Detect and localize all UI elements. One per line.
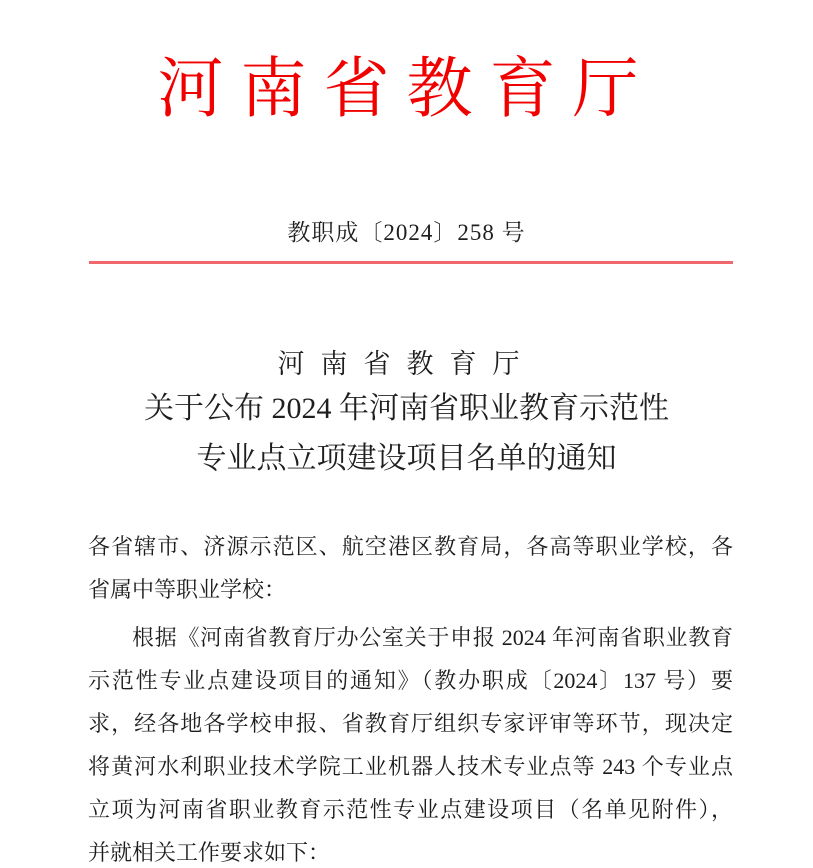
notice-title-agency-line: 河南省教育厅 <box>277 349 536 379</box>
notice-title-subject-line2: 专业点立项建设项目名单的通知 <box>196 442 617 475</box>
letterhead-divider-rule <box>89 261 733 264</box>
body-line-paragraph-5: 立项为河南省职业教育示范性专业点建设项目（名单见附件）， <box>88 797 733 822</box>
notice-title-subject-line1: 关于公布 2024 年河南省职业教育示范性 <box>144 392 669 425</box>
letterhead <box>0 0 813 264</box>
letterhead-agency-name: 河南省教育厅 <box>157 53 656 126</box>
body-line-recipients-2: 省属中等职业学校： <box>88 577 287 602</box>
body-line-paragraph-6: 并就相关工作要求如下： <box>88 840 331 865</box>
body-line-recipients-1: 各省辖市、济源示范区、航空港区教育局，各高等职业学校，各 <box>88 534 733 559</box>
body-line-paragraph-3: 求，经各地各学校申报、省教育厅组织专家评审等环节，现决定 <box>88 711 733 736</box>
notice-title <box>0 344 813 484</box>
document-number: 教职成〔2024〕258 号 <box>287 220 526 245</box>
body-line-paragraph-4: 将黄河水利职业技术学院工业机器人技术专业点等 243 个专业点 <box>88 754 733 779</box>
body-line-paragraph-1: 根据《河南省教育厅办公室关于申报 2024 年河南省职业教育 <box>132 625 733 650</box>
notice-body <box>88 525 733 868</box>
body-line-paragraph-2: 示范性专业点建设项目的通知》（教办职成〔2024〕137 号）要 <box>88 668 733 693</box>
